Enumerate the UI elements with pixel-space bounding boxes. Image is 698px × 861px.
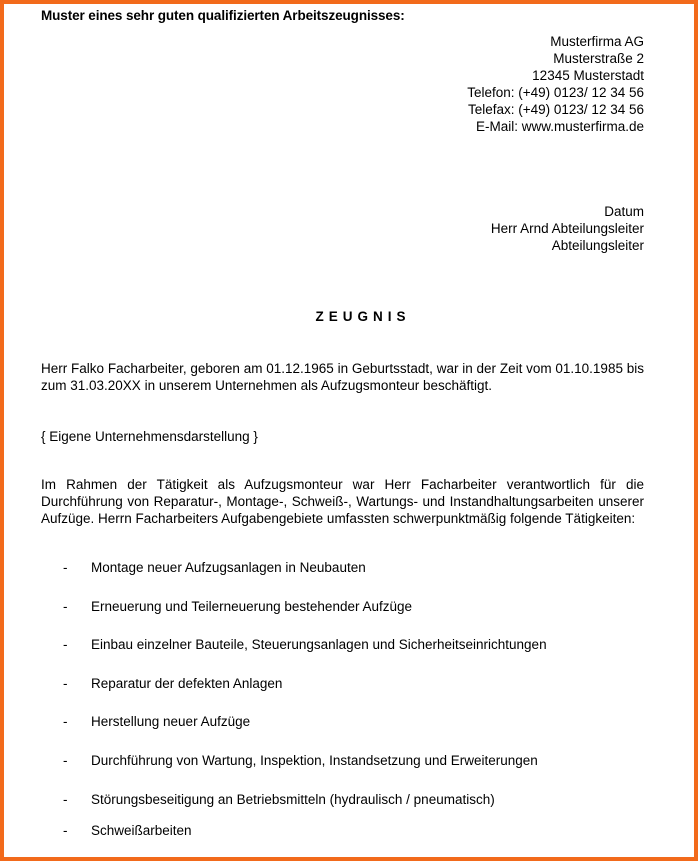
bullet-dash: - xyxy=(63,792,68,807)
intro-paragraph: Herr Falko Facharbeiter, geboren am 01.12.1965 in Geburtsstadt, war in der Zeit vom 01.10.1985 bis zum 31.03.20XX in unserem Unternehmen als Aufzugsmonteur beschäftigt. xyxy=(41,361,644,393)
sender-phone: Telefon: (+49) 0123/ 12 34 56 xyxy=(467,85,644,100)
duties-intro-paragraph: Im Rahmen der Tätigkeit als Aufzugsmonteur war Herr Facharbeiter verantwortlich für die Durchführung von Reparatur-, Montage-, Schweiß-, Wartungs- und Instandhaltungsarbeiten unserer Aufzüge. Herrn Facharbeiters Aufgabengebiete umfassten schwerpunktmäßig folgende Tätigkeiten: xyxy=(41,477,644,526)
sender-email: E-Mail: www.musterfirma.de xyxy=(475,119,644,134)
sender-street: Musterstraße 2 xyxy=(553,51,644,66)
sender-address-block xyxy=(467,33,644,135)
task-text: Montage neuer Aufzugsanlagen in Neubauten xyxy=(91,560,366,575)
sender-city: 12345 Musterstadt xyxy=(532,68,644,83)
task-text: Störungsbeseitigung an Betriebsmitteln (hydraulisch / pneumatisch) xyxy=(91,792,495,807)
recipient-role: Abteilungsleiter xyxy=(551,238,644,253)
task-text: Herstellung neuer Aufzüge xyxy=(91,714,251,729)
recipient-block xyxy=(491,203,644,254)
bullet-dash: - xyxy=(63,560,68,575)
task-text: Durchführung von Wartung, Inspektion, Instandsetzung und Erweiterungen xyxy=(91,753,538,768)
company-placeholder: { Eigene Unternehmensdarstellung } xyxy=(41,429,258,444)
recipient-name: Herr Arnd Abteilungsleiter xyxy=(490,221,644,236)
task-text: Einbau einzelner Bauteile, Steuerungsanlagen und Sicherheitseinrichtungen xyxy=(91,637,547,652)
task-text: Erneuerung und Teilerneuerung bestehender Aufzüge xyxy=(91,599,413,614)
bullet-dash: - xyxy=(63,714,68,729)
bullet-dash: - xyxy=(63,823,68,838)
bullet-dash: - xyxy=(63,753,68,768)
recipient-date: Datum xyxy=(604,204,644,219)
task-text: Schweißarbeiten xyxy=(91,823,192,838)
bullet-dash: - xyxy=(63,637,68,652)
sender-company: Musterfirma AG xyxy=(550,34,644,49)
sender-fax: Telefax: (+49) 0123/ 12 34 56 xyxy=(467,102,644,117)
document-title: Muster eines sehr guten qualifizierten Arbeitszeugnisses: xyxy=(41,8,405,23)
certificate-heading: ZEUGNIS xyxy=(315,309,411,324)
bullet-dash: - xyxy=(63,599,68,614)
bullet-dash: - xyxy=(63,676,68,691)
task-text: Reparatur der defekten Anlagen xyxy=(91,676,283,691)
